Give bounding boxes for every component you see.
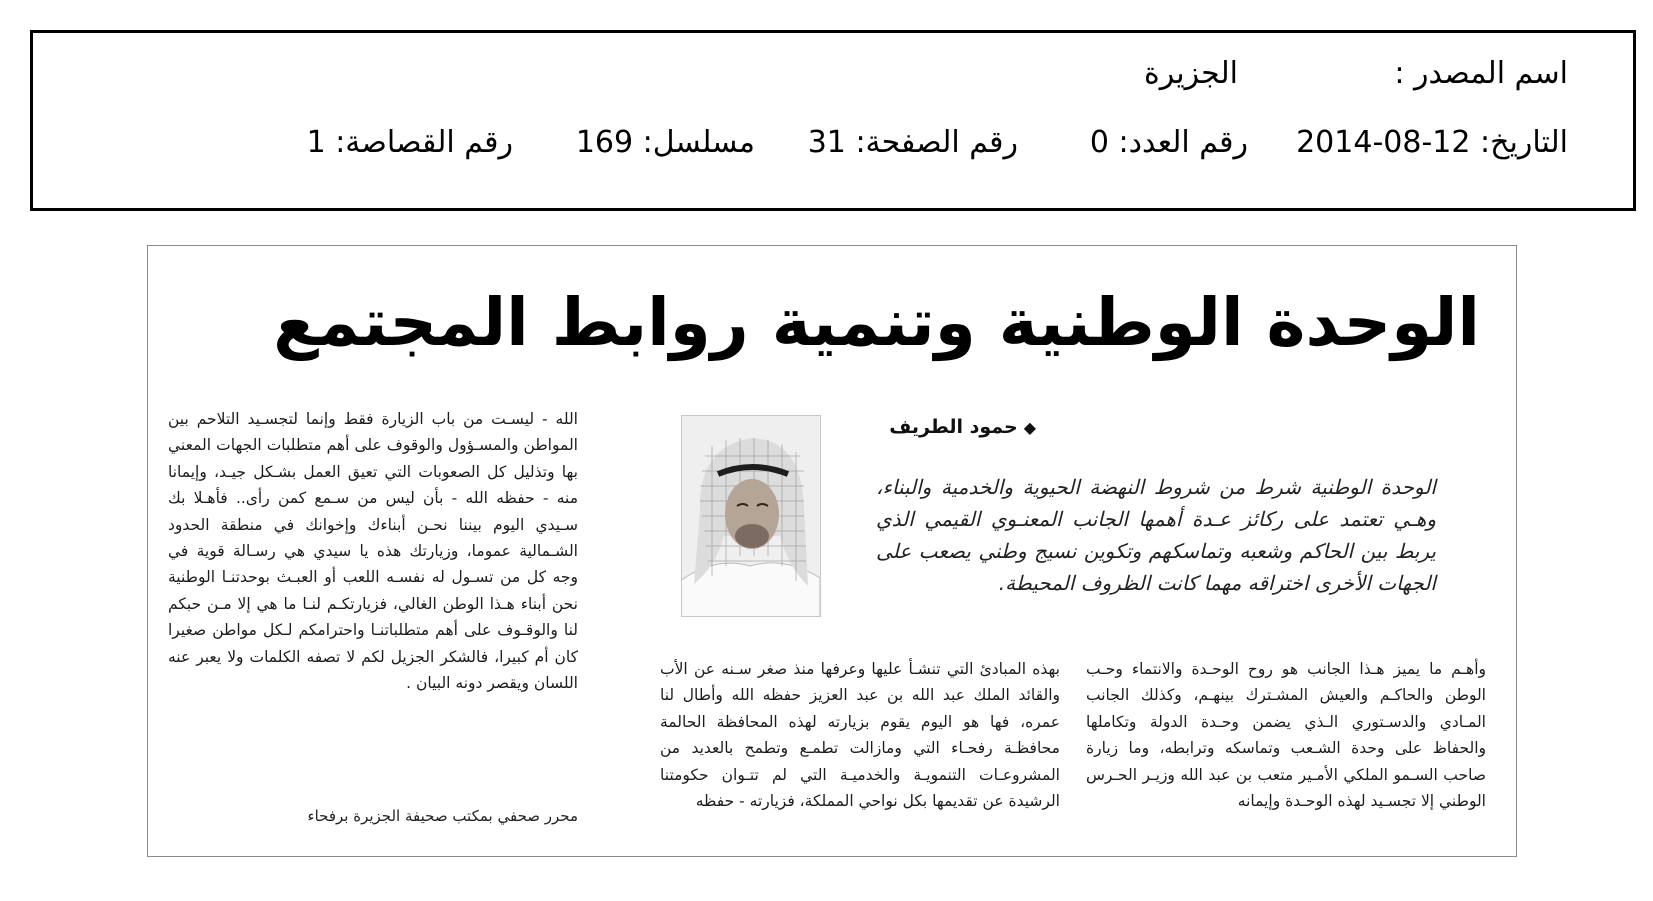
article-column-left: الله - ليسـت من باب الزيارة فقط وإنما لتجسـيد التلاحم بين المواطن والمسـؤول والوقوف على أهم متطلبات الجهات المعني بها وتذليل كل الصعوبات التي تعيق العمل بشـكل جيـد، وإيمانا منه - حفظه الله - بأن ليس من سـمع كمن رأى.. فأهـلا بك سـيدي اليوم بيننا نحـن أبناءك وإخوانك في منطقة الحدود الشـمالية عموما، وزيارتك هذه يا سيدي هي رسـالة قوية في وجه كل من تسـول له نفسـه اللعب أو العبـث بوحدتنـا الوطنية نحن أبناء هـذا الوطن الغالي، فزيارتكـم لنـا ما هي إلا مـن حبكم لنا والوقـوف على أهم متطلباتنـا واحترامكم لـكل مواطن صغيرا كان أم كبيرا، فالشكر الجزيل لكم لا تصفه الكلمات ولا يعبر عنه اللسان ويقصر دونه البيان . [168,410,578,693]
article-column-middle: بهذه المبادئ التي تنشـأ عليها وعرفها منذ صغر سـنه عن الأب والقائد الملك عبد الله بن عبد العزيز حفظه الله وأطال لنا عمره، فها هو اليوم يقوم بزيارته لهذه المحافظة الحالمة محافظـة رفحـاء التي ومازالت تطمـع وتطمح بالعديد من المشروعـات التنمويـة والخدميـة التي لم تتـوان حكومتنا الرشيدة عن تقديمها بكل نواحي المملكة، فزيارته - حفظه [660,660,1060,811]
article-intro: الوحدة الوطنية شرط من شروط النهضة الحيوية والخدمية والبناء، وهـي تعتمد على ركائز عـدة أهمها الجانب المعنـوي القيمي الذي يربط بين الحاكم وشعبه وتماسكهم وتكوين نسيج وطني يصعب على الجهات الأخرى اختراقه مهما كانت الظروف المحيطة. [876,475,1436,595]
article-headline: الوحدة الوطنية وتنمية روابط المجتمع [273,284,1480,361]
date-field: التاريخ: 12-08-2014 [1296,125,1568,160]
portrait-illustration [681,416,820,617]
diamond-icon: ◆ [1023,418,1036,437]
source-label: اسم المصدر : [1394,56,1568,91]
issue-number-field: رقم العدد: 0 [1089,125,1248,160]
newspaper-clipping [147,245,1517,857]
source-value: الجزيرة [1143,56,1238,91]
serial-number-field: مسلسل: 169 [575,125,755,160]
author-name-text: حمود الطريف [889,416,1018,438]
author-name [889,416,1036,438]
source-metadata-box [30,30,1636,211]
article-column-right: وأهـم ما يميز هـذا الجانب هو روح الوحـدة والانتماء وحـب الوطن والحاكـم والعيش المشـترك بينهـم، وكذلك الجانب المـادي والدسـتوري الـذي يضمن وحـدة الدولة وتكاملها والحفاظ على وحدة الشـعب وتماسكه وترابطه، وما زيارة صاحب السـمو الملكي الأمـير متعب بن عبد الله وزيـر الحـرس الوطني إلا تجسـيد لهذه الوحـدة وإيمانه [1086,660,1486,811]
page-number-field: رقم الصفحة: 31 [807,125,1018,160]
author-portrait-photo [681,415,821,617]
author-byline: محرر صحفي بمكتب صحيفة الجزيرة برفحاء [307,807,578,825]
clip-number-field: رقم القصاصة: 1 [306,125,513,160]
